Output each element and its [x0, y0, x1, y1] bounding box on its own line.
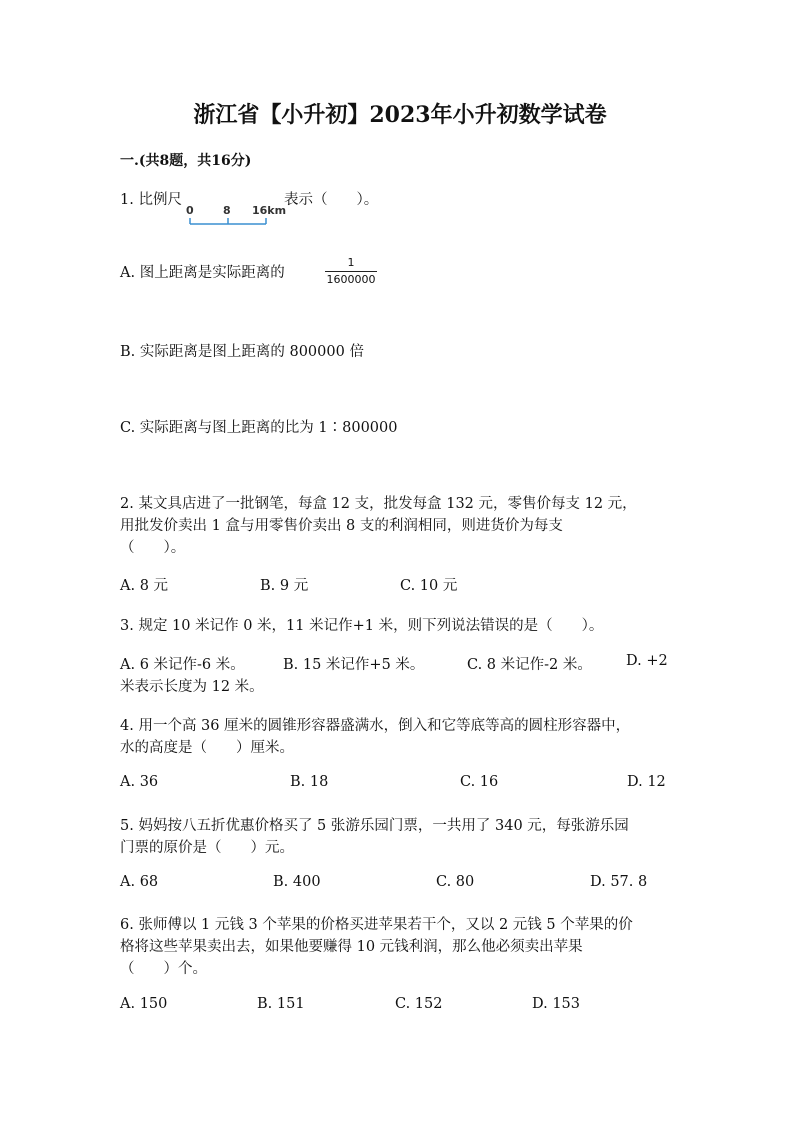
q5-option-c: C. 80: [436, 874, 475, 890]
q1-stem-before: 1. 比例尺: [120, 192, 182, 208]
q4-line-1: 4. 用一个高 36 厘米的圆锥形容器盛满水，倒入和它等底等高的圆柱形容器中，: [120, 718, 631, 734]
q3-option-a: A. 6 米记作-6 米。: [120, 657, 245, 673]
q6-option-b: B. 151: [257, 996, 305, 1012]
q4-option-b: B. 18: [290, 774, 329, 790]
q2-option-a: A. 8 元: [120, 578, 169, 594]
q1-fraction: [325, 256, 377, 287]
q5-option-d: D. 57. 8: [590, 874, 648, 890]
scale-bar-figure: [186, 201, 286, 231]
q5-option-b: B. 400: [273, 874, 321, 890]
q3-option-c: C. 8 米记作-2 米。: [467, 657, 592, 673]
q3-line-wrap: 米表示长度为 12 米。: [120, 679, 264, 695]
scale-label-0: 0: [186, 204, 194, 217]
q6-line-2: 格将这些苹果卖出去，如果他要赚得 10 元钱利润，那么他必须卖出苹果: [120, 939, 583, 955]
q6-line-3: （ ）个。: [120, 961, 207, 977]
q1-option-b: B. 实际距离是图上距离的 800000 倍: [120, 344, 364, 360]
fraction-numerator: 1: [347, 256, 355, 269]
scale-label-16km: 16km: [252, 204, 286, 217]
q5-line-2: 门票的原价是（ ）元。: [120, 840, 294, 856]
q6-option-c: C. 152: [395, 996, 443, 1012]
q6-option-d: D. 153: [532, 996, 581, 1012]
q4-line-2: 水的高度是（ ）厘米。: [120, 740, 294, 756]
q2-option-b: B. 9 元: [260, 578, 309, 594]
section-heading: 一.(共8题，共16分): [120, 153, 252, 169]
q3-line-1: 3. 规定 10 米记作 0 米，11 米记作+1 米，则下列说法错误的是（ ）。: [120, 618, 604, 634]
fraction-bar: [325, 271, 377, 272]
q6-option-a: A. 150: [120, 996, 168, 1012]
q5-line-1: 5. 妈妈按八五折优惠价格买了 5 张游乐园门票，一共用了 340 元，每张游乐园: [120, 818, 629, 834]
q2-option-c: C. 10 元: [400, 578, 458, 594]
page-title: 浙江省【小升初】2023年小升初数学试卷: [193, 102, 607, 128]
q2-line-3: （ ）。: [120, 540, 186, 556]
q3-option-b: B. 15 米记作+5 米。: [283, 657, 425, 673]
q2-line-1: 2. 某文具店进了一批钢笔，每盒 12 支，批发每盒 132 元，零售价每支 12 元，: [120, 496, 637, 512]
q5-option-a: A. 68: [120, 874, 159, 890]
q1-stem-after: 表示（ ）。: [284, 192, 379, 208]
q2-line-2: 用批发价卖出 1 盒与用零售价卖出 8 支的利润相同，则进货价为每支: [120, 518, 563, 534]
q1-option-a: A. 图上距离是实际距离的: [120, 265, 285, 281]
fraction-denominator: 1600000: [326, 273, 376, 286]
q6-line-1: 6. 张师傅以 1 元钱 3 个苹果的价格买进苹果若干个，又以 2 元钱 5 个苹果的价: [120, 917, 633, 933]
q1-option-c: C. 实际距离与图上距离的比为 1∶800000: [120, 420, 398, 436]
q4-option-a: A. 36: [120, 774, 159, 790]
q3-option-d: D. +2: [626, 653, 668, 669]
q4-option-d: D. 12: [627, 774, 666, 790]
q4-option-c: C. 16: [460, 774, 499, 790]
scale-label-8: 8: [223, 204, 231, 217]
